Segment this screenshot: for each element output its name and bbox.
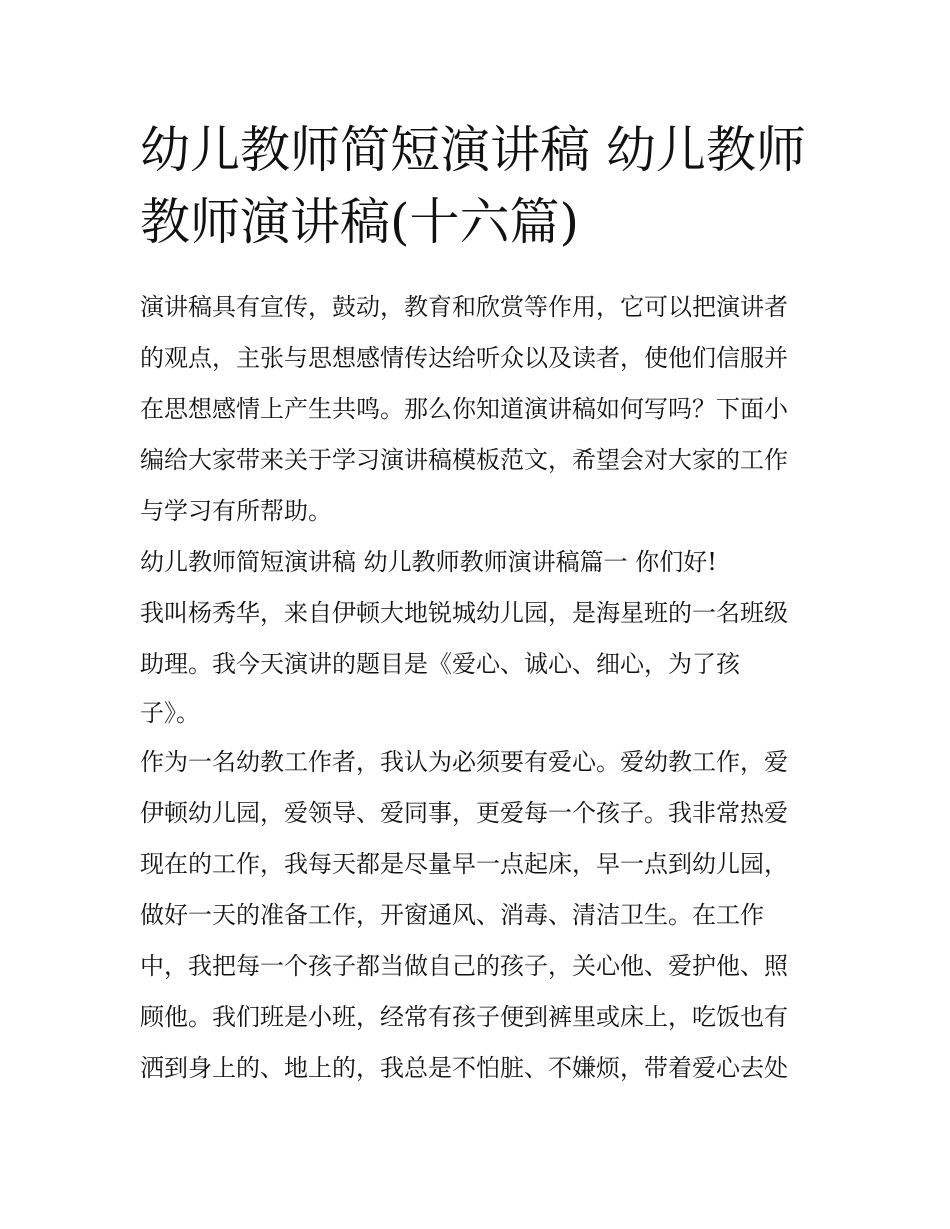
document-title xyxy=(140,114,820,258)
title-line: 幼儿教师简短演讲稿 幼儿教师 xyxy=(140,121,806,179)
speech-paragraph-line: 现在的工作，我每天都是尽量早一点起床，早一点到幼儿园， xyxy=(140,850,788,878)
title-line: 教师演讲稿(十六篇) xyxy=(140,193,580,251)
speech-paragraph-line: 子》。 xyxy=(140,699,200,727)
intro-paragraph-line: 的观点，主张与思想感情传达给听众以及读者，使他们信服并 xyxy=(140,344,788,372)
speech-paragraph-line: 洒到身上的、地上的，我总是不怕脏、不嫌烦，带着爱心去处 xyxy=(140,1054,788,1082)
intro-paragraph-line: 编给大家带来关于学习演讲稿模板范文，希望会对大家的工作 xyxy=(140,446,788,474)
document-content xyxy=(140,114,820,1094)
intro-paragraph-line: 在思想感情上产生共鸣。那么你知道演讲稿如何写吗？下面小 xyxy=(140,395,788,423)
speech-paragraph-line: 做好一天的准备工作，开窗通风、消毒、清洁卫生。在工作 xyxy=(140,901,764,929)
intro-paragraph-line: 与学习有所帮助。 xyxy=(140,497,332,525)
speech-paragraph-line: 我叫杨秀华，来自伊顿大地锐城幼儿园，是海星班的一名班级 xyxy=(140,599,788,627)
intro-paragraph-line: 演讲稿具有宣传，鼓动，教育和欣赏等作用，它可以把演讲者 xyxy=(140,293,788,321)
speech-paragraph-line: 作为一名幼教工作者，我认为必须要有爱心。爱幼教工作，爱 xyxy=(140,748,788,776)
speech-paragraph-line: 中，我把每一个孩子都当做自己的孩子，关心他、爱护他、照 xyxy=(140,952,788,980)
document-body xyxy=(140,282,820,1094)
speech-paragraph-line: 伊顿幼儿园，爱领导、爱同事，更爱每一个孩子。我非常热爱 xyxy=(140,799,788,827)
speech-paragraph-line: 助理。我今天演讲的题目是《爱心、诚心、细心，为了孩 xyxy=(140,650,740,678)
speech-paragraph-line: 顾他。我们班是小班，经常有孩子便到裤里或床上，吃饭也有 xyxy=(140,1003,788,1031)
section-heading-line: 幼儿教师简短演讲稿 幼儿教师教师演讲稿篇一 你们好! xyxy=(140,548,717,576)
